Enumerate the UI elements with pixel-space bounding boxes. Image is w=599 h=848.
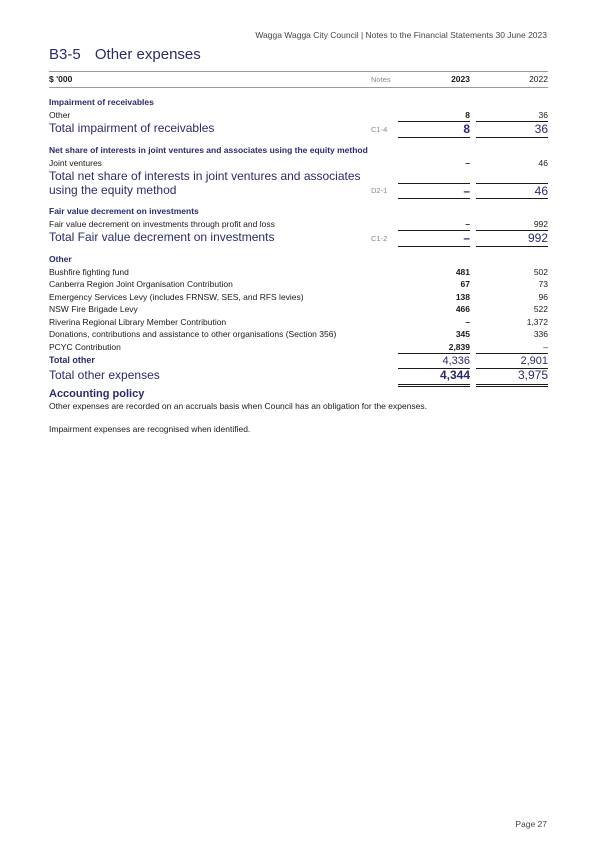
- row-value-2023: 67: [460, 279, 470, 289]
- row-value-2022: 73: [538, 279, 548, 289]
- row-label: NSW Fire Brigade Levy: [49, 304, 138, 314]
- table-row: [49, 291, 548, 304]
- row-value-2023: 466: [455, 304, 470, 314]
- note-reference: D2-1: [371, 186, 388, 195]
- total-label: Total impairment of receivables: [49, 121, 215, 135]
- total-label: Total Fair value decrement on investments: [49, 230, 275, 244]
- row-value-2022: 336: [533, 329, 548, 339]
- row-value-2023: –: [465, 157, 470, 168]
- grand-total-2022: 3,975: [476, 367, 548, 387]
- grand-total-2023: 4,344: [398, 367, 470, 387]
- section-title-text: Fair value decrement on investments: [49, 206, 199, 216]
- row-label: PCYC Contribution: [49, 341, 121, 352]
- section-title-text: Impairment of receivables: [49, 97, 154, 107]
- row-label: Canberra Region Joint Organisation Contribution: [49, 279, 233, 289]
- total-value-2023: –: [398, 230, 470, 247]
- table-header-row: [49, 72, 548, 87]
- table-row: [49, 218, 548, 231]
- row-label: Riverina Regional Library Member Contribution: [49, 316, 227, 327]
- note-title-text: Other expenses: [94, 46, 201, 63]
- row-label: Joint ventures: [49, 157, 102, 168]
- row-value-2022: 1,372: [526, 316, 548, 327]
- row-value-2023: 345: [455, 329, 470, 339]
- row-label: Fair value decrement on investments through profit and loss: [49, 218, 275, 229]
- row-value-2022: 36: [538, 109, 548, 120]
- row-value-2023: –: [465, 218, 470, 229]
- row-value-2022: 46: [538, 157, 548, 168]
- header-currency-label: $ '000: [49, 74, 73, 84]
- row-value-2022: 96: [538, 291, 548, 302]
- row-value-2023: 138: [455, 291, 470, 302]
- grand-total-row: [49, 367, 548, 384]
- row-value-2023: –: [465, 316, 470, 327]
- total-value-2022: 992: [476, 230, 548, 247]
- table-row: [49, 278, 548, 291]
- header-notes: Notes: [371, 75, 391, 84]
- total-impairment-row: [49, 121, 548, 136]
- accounting-policy: [49, 388, 548, 435]
- total-value-2023: 4,336: [398, 353, 470, 369]
- note-reference: C1-4: [371, 125, 388, 134]
- row-value-2022: 522: [533, 304, 548, 314]
- row-value-2023: 2,839: [448, 341, 470, 352]
- total-value-2022: 36: [476, 121, 548, 138]
- header-2023: 2023: [451, 74, 470, 84]
- total-other-row: [49, 353, 548, 367]
- table-row: [49, 328, 548, 341]
- table-row: [49, 341, 548, 354]
- section-title-fair-value: [49, 205, 548, 218]
- note-reference: C1-2: [371, 234, 388, 243]
- row-value-2023: 8: [465, 109, 470, 120]
- row-value-2022: 502: [533, 266, 548, 277]
- header-2022: 2022: [529, 74, 548, 84]
- total-label-line1: Total net share of interests in joint ventures and associates: [49, 169, 361, 183]
- policy-paragraph: Impairment expenses are recognised when identified.: [49, 424, 251, 434]
- total-label: [49, 169, 361, 197]
- total-value-2022: 46: [476, 183, 548, 199]
- section-title-text: Net share of interests in joint ventures and associates using the equity method: [49, 145, 368, 155]
- total-value-2022: 2,901: [476, 353, 548, 369]
- row-value-2022: 992: [533, 218, 548, 229]
- note-number: B3-5: [49, 46, 81, 63]
- grand-total-label: Total other expenses: [49, 368, 160, 382]
- row-value-2022: –: [543, 341, 548, 352]
- other-expenses-table: [49, 71, 548, 384]
- row-label: Donations, contributions and assistance to other organisations (Section 356): [49, 329, 337, 339]
- policy-paragraph: Other expenses are recorded on an accruals basis when Council has an obligation for the expenses.: [49, 401, 428, 411]
- table-row: [49, 109, 548, 122]
- section-title-impairment: [49, 96, 548, 109]
- section-title-text: Other: [49, 254, 72, 264]
- row-label: Other: [49, 109, 71, 120]
- note-title: [49, 46, 201, 63]
- total-label-line2: using the equity method: [49, 183, 177, 197]
- policy-title: Accounting policy: [49, 388, 145, 400]
- page-number: Page 27: [515, 819, 547, 829]
- total-value-2023: 8: [398, 121, 470, 138]
- row-value-2023: 481: [455, 266, 470, 277]
- section-title-other: [49, 253, 548, 266]
- table-row: [49, 157, 548, 170]
- running-header: Wagga Wagga City Council | Notes to the Financial Statements 30 June 2023: [255, 30, 547, 40]
- row-label: Emergency Services Levy (includes FRNSW, SES, and RFS levies): [49, 291, 304, 302]
- table-row: [49, 303, 548, 316]
- total-label: Total other: [49, 355, 95, 365]
- table-row: [49, 266, 548, 279]
- total-fair-value-row: [49, 230, 548, 245]
- total-value-2023: –: [398, 183, 470, 199]
- table-row: [49, 316, 548, 329]
- total-joint-ventures-row: [49, 169, 548, 197]
- row-label: Bushfire fighting fund: [49, 266, 129, 277]
- section-title-joint-ventures: [49, 144, 548, 157]
